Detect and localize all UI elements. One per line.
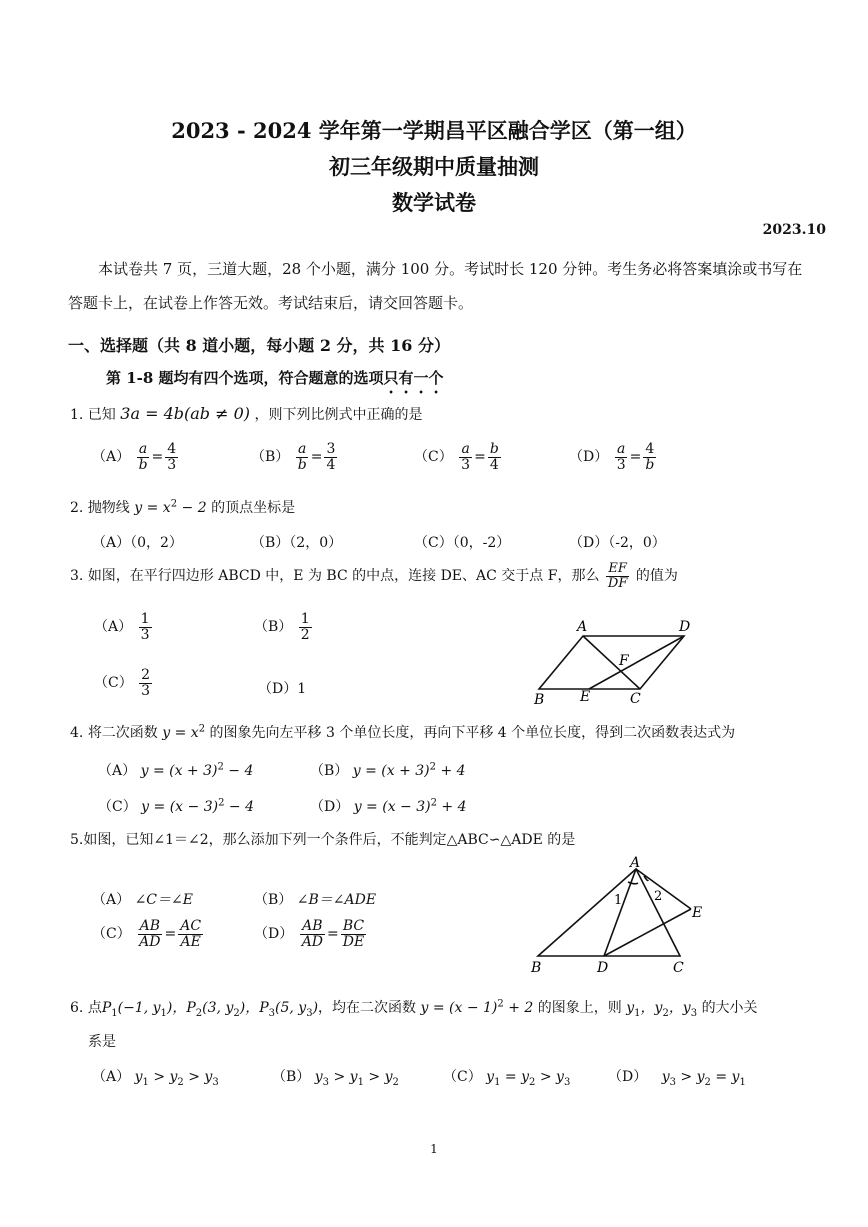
exam-title-line3: 数学试卷 xyxy=(392,190,476,215)
q5-option-a: （A） ∠C＝∠E xyxy=(92,892,193,908)
q1-option-b: （B） $\frac{a}{b}$ = $\frac{3}{4}$ xyxy=(251,441,336,473)
q5-option-b: （B） ∠B＝∠ADE xyxy=(254,892,377,908)
question-5: 5.如图，已知∠1＝∠2，那么添加下列一个条件后，不能判定△ABC∽△ADE 的是 xyxy=(70,832,576,848)
label-angle-2: 2 xyxy=(654,889,663,904)
triangle-figure xyxy=(525,852,715,978)
exam-title-line2: 初三年级期中质量抽测 xyxy=(329,154,539,179)
section-instruction: 第 1-8 题均有四个选项，符合题意的选项只有一个 xyxy=(106,369,444,387)
q1-condition: 3a = 4b(ab ≠ 0) xyxy=(120,404,251,423)
q5-option-c: （C） $\frac{AB}{AD}$ = $\frac{AC}{AE}$ xyxy=(92,918,202,950)
label-e: E xyxy=(580,689,591,705)
question-6-line2: 系是 xyxy=(88,1034,116,1050)
q2-option-b: （B）（2，0） xyxy=(251,535,343,551)
q6-option-c: （C） $y_1 = y_2 > y_3$ xyxy=(443,1069,571,1088)
q4-option-b: （B） $y = (x + 3)^2 + 4$ xyxy=(310,761,466,779)
q3-option-c: （C） $\frac{2}{3}$ xyxy=(94,667,151,699)
exam-instructions: 本试卷共 7 页，三道大题，28 个小题，满分 100 分。考试时长 120 分钟。考生务必将答案填涂或书写在答题卡上，在试卷上作答无效。考试结束后，请交回答题卡。 xyxy=(68,260,803,312)
diagonal-ac xyxy=(583,636,640,689)
parallelogram-figure xyxy=(528,615,708,707)
q3-option-b: （B） $\frac{1}{2}$ xyxy=(254,611,310,643)
label-d: D xyxy=(679,619,691,635)
label-e: E xyxy=(692,905,703,921)
q4-function: $y = x^2$ xyxy=(162,723,206,741)
label-d: D xyxy=(597,960,609,976)
label-c: C xyxy=(630,691,641,707)
q1-option-a: （A） $\frac{a}{b}$ = $\frac{4}{3}$ xyxy=(92,441,177,473)
section-title: 一、选择题（共 8 道小题，每小题 2 分，共 16 分） xyxy=(68,336,450,355)
q4-option-c: （C） $y = (x - 3)^2 - 4$ xyxy=(98,797,254,815)
q3-option-a: （A） $\frac{1}{3}$ xyxy=(94,611,150,643)
question-4: 4. 将二次函数 $y = x^2$ 的图象先向左平移 3 个单位长度，再向下平移 4 个单位长度，得到二次函数表达式为 xyxy=(70,723,736,741)
segment-de xyxy=(604,909,691,956)
segment-de xyxy=(589,636,684,689)
label-b: B xyxy=(531,960,542,976)
label-angle-1: 1 xyxy=(614,893,623,908)
q1-option-d: （D） $\frac{a}{3}$ = $\frac{4}{b}$ xyxy=(569,441,655,473)
q5-option-d: （D） $\frac{AB}{AD}$ = $\frac{BC}{DE}$ xyxy=(254,918,365,950)
q6-option-a: （A） $y_1 > y_2 > y_3$ xyxy=(92,1069,219,1088)
exam-title-line1: 2023 - 2024 学年第一学期昌平区融合学区（第一组） xyxy=(171,118,697,143)
label-f: F xyxy=(619,653,629,669)
question-2: 2. 抛物线 $y = x^2 - 2$ 的顶点坐标是 xyxy=(70,498,296,516)
q6-function: $y = (x - 1)^2 + 2$ xyxy=(420,998,534,1016)
label-c: C xyxy=(673,960,684,976)
q1-option-c: （C） $\frac{a}{3}$ = $\frac{b}{4}$ xyxy=(414,441,499,473)
label-b: B xyxy=(534,692,545,707)
angle-1-arc xyxy=(628,882,638,884)
question-3: 3. 如图，在平行四边形 ABCD 中，E 为 BC 的中点，连接 DE、AC 交于点 F，那么 $\frac{EF}{DF}$ 的值为 xyxy=(70,561,678,591)
q2-function: $y = x^2 - 2$ xyxy=(134,498,207,516)
label-a: A xyxy=(577,619,588,635)
q2-option-d: （D）（-2，0） xyxy=(569,535,666,551)
q4-option-d: （D） $y = (x - 3)^2 + 4$ xyxy=(310,797,467,815)
q6-option-d: （D） $y_3 > y_2 = y_1$ xyxy=(608,1069,746,1088)
question-1: 1. 已知 3a = 4b(ab ≠ 0) ，则下列比例式中正确的是 xyxy=(70,404,423,423)
q6-points: $P_1(-1$, $y_1$)，$P_2(3$, $y_2$)，$P_3(5$, $y_3$) xyxy=(101,1000,319,1019)
q3-option-d: （D）1 xyxy=(258,681,307,697)
segment-ad xyxy=(604,869,636,956)
q2-option-c: （C）（0，-2） xyxy=(414,535,511,551)
label-a: A xyxy=(630,855,641,871)
exam-date: 2023.10 xyxy=(762,222,826,238)
question-6: 6. 点$P_1(-1$, $y_1$)，$P_2(3$, $y_2$)，$P_3(5$, $y_3$)，均在二次函数 $y = (x - 1)^2 + 2$ 的图象上，则 $y_1$，$y_2$，$y_3$ 的大小关 xyxy=(70,998,758,1019)
page-number: 1 xyxy=(430,1142,438,1156)
q4-option-a: （A） $y = (x + 3)^2 - 4$ xyxy=(98,761,254,779)
q6-option-b: （B） $y_3 > y_1 > y_2$ xyxy=(272,1069,399,1088)
emphasis-text: 只有一个 xyxy=(383,369,444,387)
segment-ae xyxy=(636,869,691,909)
q2-option-a: （A）（0，2） xyxy=(92,535,183,551)
